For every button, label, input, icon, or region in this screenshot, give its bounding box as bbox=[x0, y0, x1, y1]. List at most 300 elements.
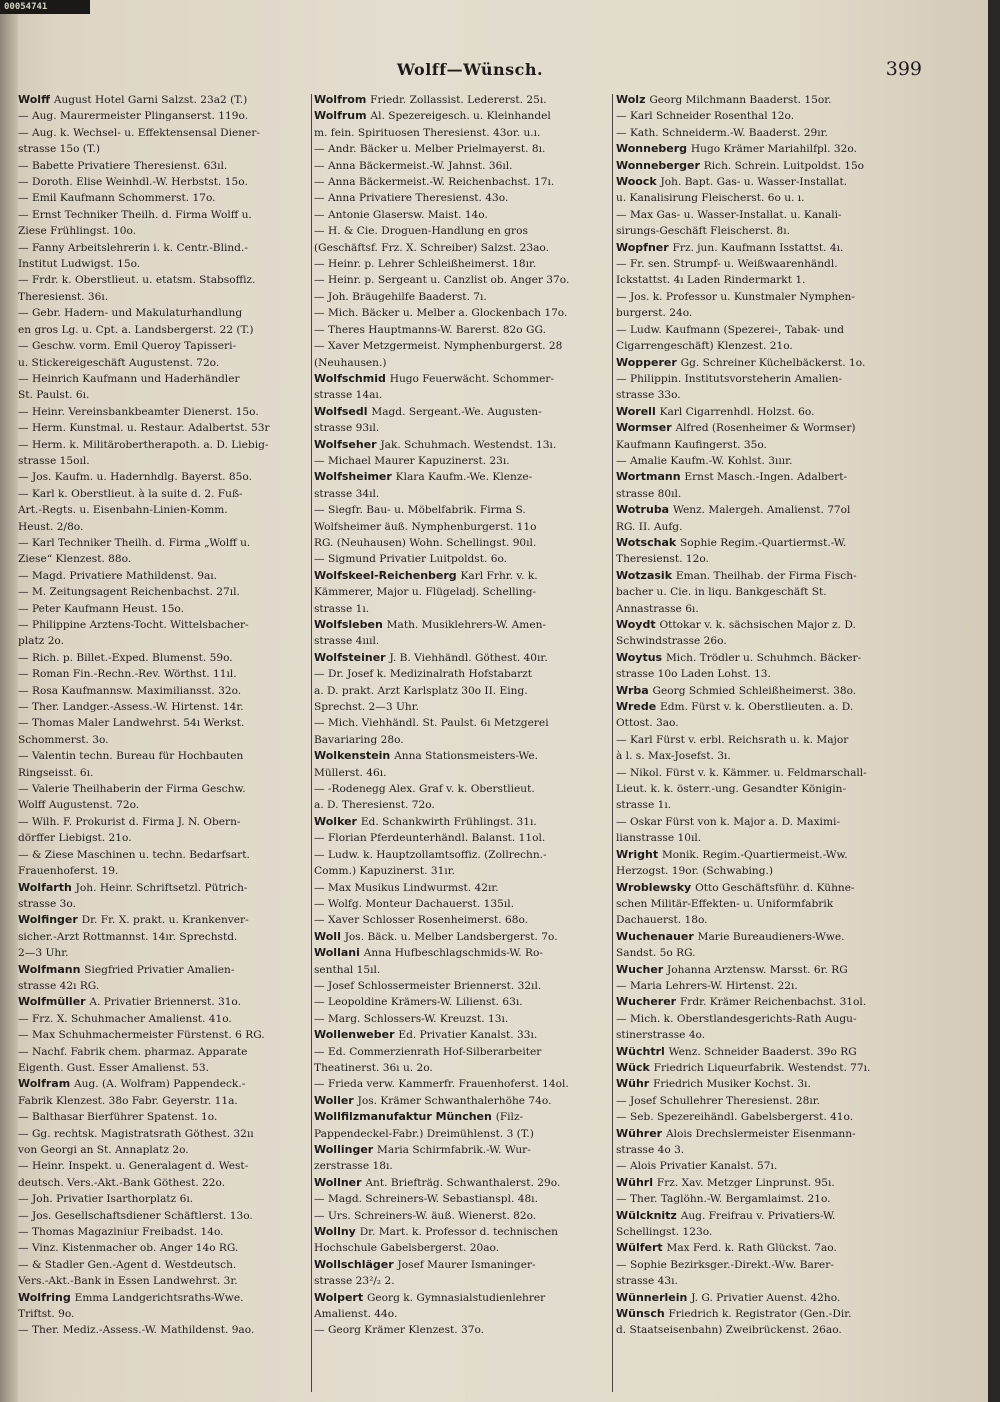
entry-surname: Wülfert bbox=[616, 1241, 663, 1255]
entry-text: — Ernst Techniker Theilh. d. Firma Wolff u. bbox=[18, 208, 252, 221]
entry-surname: Wolff bbox=[18, 93, 50, 106]
entry-text: — Siegfr. Bau- u. Möbelfabrik. Firma S. bbox=[314, 504, 526, 517]
directory-entry bbox=[18, 797, 314, 813]
directory-entry bbox=[314, 289, 610, 305]
directory-entry bbox=[314, 830, 610, 846]
entry-text: Hugo Krämer Mariahilfpl. 32o. bbox=[690, 143, 857, 156]
directory-entry bbox=[314, 1126, 610, 1142]
entry-text: — Ed. Commerzienrath Hof-Silberarbeiter bbox=[314, 1045, 542, 1058]
entry-surname: Wolfmann bbox=[18, 962, 81, 976]
entry-text: — Herm. Kunstmal. u. Restaur. Adalbertst. 53r bbox=[18, 422, 270, 435]
entry-text: — Alois Privatier Kanalst. 57ı. bbox=[616, 1160, 778, 1173]
page-header bbox=[0, 60, 988, 90]
directory-entry bbox=[18, 141, 314, 157]
entry-text: — Mich. k. Oberstlandesgerichts-Rath Augu- bbox=[616, 1012, 857, 1025]
directory-entry bbox=[616, 748, 912, 764]
entry-text: burgerst. 24o. bbox=[616, 307, 693, 320]
entry-surname: Wolfsteiner bbox=[314, 650, 386, 664]
entry-text: — Vinz. Kistenmacher ob. Anger 14o RG. bbox=[18, 1242, 239, 1255]
directory-entry bbox=[314, 1044, 610, 1060]
directory-entry bbox=[616, 781, 912, 797]
entry-text: Wolff Augustenst. 72o. bbox=[18, 799, 140, 812]
entry-surname: Wolker bbox=[314, 814, 357, 828]
directory-entry bbox=[616, 912, 912, 928]
directory-entry bbox=[616, 1060, 912, 1076]
directory-entry bbox=[616, 1240, 912, 1256]
entry-text: strasse 93ıl. bbox=[314, 422, 380, 435]
directory-entry bbox=[616, 338, 912, 354]
entry-text: — Valerie Theilhaberin der Firma Geschw. bbox=[18, 783, 246, 796]
entry-surname: Woll bbox=[314, 929, 341, 943]
directory-entry bbox=[314, 404, 610, 420]
entry-surname: Wülcknitz bbox=[616, 1208, 677, 1222]
directory-entry bbox=[18, 1142, 314, 1158]
directory-entry bbox=[616, 633, 912, 649]
directory-entry bbox=[18, 240, 314, 256]
directory-entry bbox=[18, 305, 314, 321]
entry-text: Ziese Frühlingst. 10o. bbox=[18, 225, 137, 238]
directory-entry bbox=[616, 502, 912, 518]
entry-surname: Wopfner bbox=[616, 240, 669, 254]
directory-entry bbox=[616, 830, 912, 846]
entry-text: strasse 3o. bbox=[18, 897, 76, 910]
directory-entry bbox=[18, 355, 314, 371]
entry-text: — Babette Privatiere Theresienst. 63ıl. bbox=[18, 159, 228, 172]
entry-text: strasse 1ı. bbox=[314, 602, 370, 615]
entry-text: Amalienst. 44o. bbox=[314, 1308, 398, 1321]
entry-text: a. D. prakt. Arzt Karlsplatz 30o II. Eing. bbox=[314, 684, 528, 697]
binding-gutter bbox=[0, 0, 18, 1402]
entry-surname: Wolpert bbox=[314, 1290, 364, 1304]
entry-text: strasse 10o Laden Lohst. 13. bbox=[616, 668, 771, 681]
directory-entry bbox=[314, 994, 610, 1010]
directory-entry bbox=[314, 1158, 610, 1174]
entry-surname: Wolfring bbox=[18, 1290, 71, 1304]
entry-text: Hochschule Gabelsbergerst. 20ao. bbox=[314, 1242, 500, 1255]
directory-entry bbox=[616, 978, 912, 994]
entry-text: — Mich. Viehhändl. St. Paulst. 6ı Metzgerei bbox=[314, 717, 549, 730]
directory-column-2 bbox=[314, 92, 610, 1394]
entry-text: strasse 4ıııl. bbox=[314, 635, 380, 648]
directory-entry bbox=[18, 896, 314, 912]
directory-entry bbox=[18, 551, 314, 567]
directory-entry bbox=[18, 387, 314, 403]
entry-surname: Wück bbox=[616, 1060, 650, 1074]
directory-entry bbox=[616, 1257, 912, 1273]
entry-surname: Woller bbox=[314, 1093, 354, 1107]
directory-entry bbox=[314, 256, 610, 272]
entry-text: — Ther. Mediz.-Assess.-W. Mathildenst. 9ao. bbox=[18, 1324, 255, 1337]
entry-text: Ickstattst. 4ı Laden Rindermarkt 1. bbox=[616, 274, 806, 287]
entry-text: — Karl Schneider Rosenthal 12o. bbox=[616, 110, 795, 123]
entry-text: Comm.) Kapuzinerst. 31ır. bbox=[314, 865, 455, 878]
entry-surname: Wollfilzmanufaktur München bbox=[314, 1110, 492, 1124]
directory-entry bbox=[18, 1060, 314, 1076]
entry-text: Hugo Feuerwächt. Schommer- bbox=[389, 372, 555, 385]
directory-entry bbox=[314, 896, 610, 912]
directory-entry bbox=[18, 1290, 314, 1306]
directory-entry bbox=[314, 1175, 610, 1191]
entry-text: Vers.-Akt.-Bank in Essen Landwehrst. 3r. bbox=[18, 1275, 238, 1288]
entry-text: — Wolfg. Monteur Dachauerst. 135ıl. bbox=[314, 897, 514, 910]
directory-entry bbox=[18, 223, 314, 239]
entry-surname: Wotruba bbox=[616, 503, 670, 517]
directory-entry bbox=[18, 1257, 314, 1273]
directory-entry bbox=[616, 420, 912, 436]
directory-entry bbox=[18, 683, 314, 699]
directory-entry bbox=[18, 1224, 314, 1240]
directory-entry bbox=[616, 1109, 912, 1125]
entry-surname: Wonneberger bbox=[616, 158, 700, 172]
directory-entry bbox=[18, 272, 314, 288]
entry-text: sicher.-Arzt Rottmannst. 14ır. Sprechstd. bbox=[18, 930, 238, 943]
entry-text: (Geschäftsf. Frz. X. Schreiber) Salzst. 23ao. bbox=[314, 241, 549, 254]
entry-surname: Wolfsedl bbox=[314, 404, 368, 418]
directory-entry bbox=[18, 322, 314, 338]
directory-entry bbox=[314, 355, 610, 371]
entry-text: Ed. Privatier Kanalst. 33ı. bbox=[398, 1029, 538, 1042]
entry-surname: Wolfschmid bbox=[314, 371, 386, 385]
entry-text: Klara Kaufm.-We. Klenze- bbox=[395, 471, 533, 484]
entry-text: — Aug. Maurermeister Plinganserst. 119o. bbox=[18, 110, 249, 123]
entry-text: Institut Ludwigst. 15o. bbox=[18, 258, 141, 271]
directory-entry bbox=[314, 1142, 610, 1158]
entry-text: RG. II. Aufg. bbox=[616, 520, 683, 533]
directory-entry bbox=[616, 1273, 912, 1289]
directory-entry bbox=[18, 715, 314, 731]
entry-text: Triftst. 9o. bbox=[18, 1308, 75, 1321]
directory-entry bbox=[18, 912, 314, 928]
entry-text: — Emil Kaufmann Schommerst. 17o. bbox=[18, 192, 216, 205]
entry-surname: Wolkenstein bbox=[314, 749, 391, 763]
directory-entry bbox=[616, 1044, 912, 1060]
entry-text: — & Stadler Gen.-Agent d. Westdeutsch. bbox=[18, 1258, 237, 1271]
directory-entry bbox=[18, 469, 314, 485]
directory-entry bbox=[18, 1093, 314, 1109]
directory-entry bbox=[616, 1322, 912, 1338]
directory-entry bbox=[616, 1142, 912, 1158]
directory-entry bbox=[616, 880, 912, 896]
entry-text: Friedrich Liqueurfabrik. Westendst. 77ı. bbox=[653, 1061, 871, 1074]
directory-entry bbox=[314, 1076, 610, 1092]
directory-entry bbox=[314, 568, 610, 584]
directory-entry bbox=[18, 748, 314, 764]
directory-entry bbox=[616, 683, 912, 699]
directory-entry bbox=[616, 1306, 912, 1322]
entry-text: — H. & Cie. Droguen-Handlung en gros bbox=[314, 225, 528, 238]
entry-text: Gg. Schreiner Küchelbäckerst. 1o. bbox=[680, 356, 866, 369]
entry-text: Jos. Krämer Schwanthalerhöhe 74o. bbox=[357, 1094, 552, 1107]
entry-surname: Wolfsheimer bbox=[314, 470, 392, 484]
directory-entry bbox=[18, 371, 314, 387]
entry-surname: Wuchenauer bbox=[616, 929, 694, 943]
directory-entry bbox=[18, 1322, 314, 1338]
entry-text: d. Staatseisenbahn) Zweibrückenst. 26ao. bbox=[616, 1324, 842, 1337]
entry-text: — Michael Maurer Kapuzinerst. 23ı. bbox=[314, 454, 510, 467]
directory-entry bbox=[18, 765, 314, 781]
entry-text: — Doroth. Elise Weinhdl.-W. Herbstst. 15o. bbox=[18, 176, 248, 189]
entry-surname: Woytus bbox=[616, 650, 663, 664]
entry-text: — Philippin. Institutsvorsteherin Amalien- bbox=[616, 372, 843, 385]
directory-entry bbox=[18, 125, 314, 141]
directory-entry bbox=[616, 453, 912, 469]
directory-entry bbox=[314, 420, 610, 436]
entry-text: Edm. Fürst v. k. Oberstlieuten. a. D. bbox=[660, 701, 854, 714]
entry-surname: Wucherer bbox=[616, 995, 677, 1009]
directory-entry bbox=[18, 1191, 314, 1207]
entry-text: Karl Cigarrenhdl. Holzst. 6o. bbox=[659, 405, 815, 418]
entry-surname: Wolfram bbox=[18, 1077, 71, 1091]
entry-text: Frz. jun. Kaufmann Isstattst. 4ı. bbox=[672, 241, 844, 254]
directory-entry bbox=[18, 486, 314, 502]
directory-entry bbox=[314, 502, 610, 518]
entry-surname: Wolfrom bbox=[314, 93, 367, 106]
directory-entry bbox=[616, 732, 912, 748]
entry-text: Anna Stationsmeisters-We. bbox=[394, 750, 539, 763]
entry-text: — Ther. Landger.-Assess.-W. Hirtenst. 14r. bbox=[18, 701, 244, 714]
directory-entry bbox=[616, 617, 912, 633]
entry-text: Aug. (A. Wolfram) Pappendeck.- bbox=[74, 1078, 246, 1091]
entry-text: — Nachf. Fabrik chem. pharmaz. Apparate bbox=[18, 1045, 248, 1058]
directory-entry bbox=[314, 1109, 610, 1125]
directory-entry bbox=[18, 601, 314, 617]
entry-surname: Wünnerlein bbox=[616, 1290, 688, 1304]
entry-text: — Amalie Kaufm.-W. Kohlst. 3ııır. bbox=[616, 454, 793, 467]
entry-surname: Wollinger bbox=[314, 1143, 374, 1156]
entry-text: Rich. Schrein. Luitpoldst. 15o bbox=[703, 159, 865, 172]
directory-entry bbox=[314, 683, 610, 699]
directory-entry bbox=[314, 617, 610, 633]
entry-text: Schommerst. 3o. bbox=[18, 733, 109, 746]
directory-entry bbox=[314, 863, 610, 879]
directory-entry bbox=[616, 223, 912, 239]
directory-entry bbox=[18, 699, 314, 715]
directory-entry bbox=[18, 256, 314, 272]
entry-text: RG. (Neuhausen) Wohn. Schellingst. 90ıl. bbox=[314, 536, 537, 549]
directory-entry bbox=[314, 272, 610, 288]
entry-text: senthal 15ıl. bbox=[314, 963, 381, 976]
entry-text: Jos. Bäck. u. Melber Landsbergerst. 7o. bbox=[344, 930, 558, 943]
directory-entry bbox=[616, 1191, 912, 1207]
entry-text: — Thomas Maler Landwehrst. 54ı Werkst. bbox=[18, 717, 245, 730]
directory-entry bbox=[616, 584, 912, 600]
entry-surname: Wollschläger bbox=[314, 1257, 394, 1271]
entry-text: — Georg Krämer Klenzest. 37o. bbox=[314, 1324, 485, 1337]
directory-entry bbox=[616, 519, 912, 535]
directory-entry bbox=[616, 190, 912, 206]
entry-text: Math. Musiklehrers-W. Amen- bbox=[386, 619, 547, 631]
entry-text: — Ludw. k. Hauptzollamtsoffiz. (Zollrechn.- bbox=[314, 848, 547, 861]
entry-text: Cigarrengeschäft) Klenzest. 21o. bbox=[616, 340, 793, 353]
entry-text: — Rosa Kaufmannsw. Maximiliansst. 32o. bbox=[18, 684, 242, 697]
entry-text: — Jos. k. Professor u. Kunstmaler Nymphen- bbox=[616, 290, 855, 303]
entry-text: Max Ferd. k. Rath Glückst. 7ao. bbox=[666, 1242, 837, 1255]
directory-entry bbox=[314, 1322, 610, 1338]
entry-text: — Jos. Kaufm. u. Hadernhdlg. Bayerst. 85o. bbox=[18, 471, 252, 484]
directory-entry bbox=[616, 322, 912, 338]
directory-entry bbox=[18, 420, 314, 436]
directory-entry bbox=[314, 912, 610, 928]
directory-entry bbox=[18, 1158, 314, 1174]
entry-text: — Gg. rechtsk. Magistratsrath Göthest. 32ıı bbox=[18, 1127, 254, 1140]
entry-text: — Kath. Schneiderm.-W. Baaderst. 29ır. bbox=[616, 126, 828, 139]
entry-text: — Heinr. p. Sergeant u. Canzlist ob. Anger 37o. bbox=[314, 274, 570, 287]
entry-text: Bavariaring 28o. bbox=[314, 733, 404, 746]
entry-text: strasse 4o 3. bbox=[616, 1144, 685, 1156]
entry-text: Kämmerer, Major u. Flügeladj. Schelling- bbox=[314, 586, 537, 599]
entry-surname: Wright bbox=[616, 847, 659, 861]
entry-text: stinerstrasse 4o. bbox=[616, 1029, 706, 1042]
directory-entry bbox=[18, 1027, 314, 1043]
entry-text: Schwindstrasse 26o. bbox=[616, 635, 727, 648]
entry-text: Georg Schmied Schleißheimerst. 38o. bbox=[652, 684, 857, 697]
entry-text: — Nikol. Fürst v. k. Kämmer. u. Feldmarschall- bbox=[616, 766, 867, 779]
directory-entry bbox=[616, 601, 912, 617]
entry-text: August Hotel Garni Salzst. 23a2 (T.) bbox=[53, 94, 248, 106]
directory-entry bbox=[314, 584, 610, 600]
entry-text: — Jos. Gesellschaftsdiener Schäftlerst. 13o. bbox=[18, 1209, 253, 1222]
entry-surname: Wonneberg bbox=[616, 142, 688, 156]
directory-entry bbox=[616, 650, 912, 666]
entry-text: Heust. 2/8o. bbox=[18, 520, 84, 533]
directory-entry bbox=[18, 338, 314, 354]
entry-text: — Max Schuhmachermeister Fürstenst. 6 RG. bbox=[18, 1029, 265, 1042]
directory-entry bbox=[616, 371, 912, 387]
entry-text: Kaufmann Kaufingerst. 35o. bbox=[616, 438, 767, 451]
directory-entry bbox=[314, 305, 610, 321]
entry-text: Emma Landgerichtsraths-Wwe. bbox=[74, 1291, 244, 1304]
directory-entry bbox=[314, 633, 610, 649]
directory-entry bbox=[616, 666, 912, 682]
entry-text: strasse 33o. bbox=[616, 389, 681, 402]
directory-entry bbox=[18, 847, 314, 863]
entry-text: — Seb. Spezereihändl. Gabelsbergerst. 41o. bbox=[616, 1111, 854, 1124]
directory-entry bbox=[18, 1126, 314, 1142]
entry-text: Dr. Mart. k. Professor d. technischen bbox=[359, 1226, 558, 1239]
directory-entry bbox=[616, 814, 912, 830]
entry-text: — Frz. X. Schuhmacher Amalienst. 41o. bbox=[18, 1012, 232, 1025]
entry-surname: Wolfrum bbox=[314, 109, 367, 123]
entry-text: — Rich. p. Billet.-Exped. Blumenst. 59o. bbox=[18, 651, 233, 664]
entry-text: Georg Milchmann Baaderst. 15or. bbox=[649, 94, 832, 106]
page-number: 399 bbox=[885, 58, 922, 80]
entry-text: Jak. Schuhmach. Westendst. 13ı. bbox=[380, 438, 557, 451]
directory-entry bbox=[18, 781, 314, 797]
entry-text: Frdr. Krämer Reichenbachst. 31ol. bbox=[679, 996, 867, 1009]
directory-entry bbox=[616, 125, 912, 141]
entry-text: Ernst Masch.-Ingen. Adalbert- bbox=[684, 471, 848, 484]
directory-entry bbox=[18, 1076, 314, 1092]
entry-text: Joh. Bapt. Gas- u. Wasser-Installat. bbox=[660, 176, 848, 189]
entry-text: Anna Hufbeschlagschmids-W. Ro- bbox=[363, 947, 543, 960]
entry-text: — Andr. Bäcker u. Melber Prielmayerst. 8ı. bbox=[314, 143, 546, 156]
directory-entry bbox=[616, 404, 912, 420]
entry-surname: Wühr bbox=[616, 1077, 650, 1091]
entry-text: strasse 15o (T.) bbox=[18, 143, 100, 156]
entry-surname: Wührl bbox=[616, 1175, 653, 1189]
entry-text: — Oskar Fürst von k. Major a. D. Maximi- bbox=[616, 815, 840, 828]
directory-entry bbox=[314, 666, 610, 682]
directory-entry bbox=[314, 962, 610, 978]
directory-entry bbox=[18, 1273, 314, 1289]
entry-text: Dachauerst. 18o. bbox=[616, 914, 708, 927]
directory-entry bbox=[616, 305, 912, 321]
directory-entry bbox=[18, 650, 314, 666]
directory-entry bbox=[616, 994, 912, 1010]
entry-text: — Anna Bäckermeist.-W. Reichenbachst. 17ı. bbox=[314, 176, 555, 189]
entry-surname: Wührer bbox=[616, 1126, 663, 1140]
directory-entry bbox=[616, 945, 912, 961]
entry-surname: Wollani bbox=[314, 946, 360, 960]
entry-text: — Aug. k. Wechsel- u. Effektensensal Diener- bbox=[18, 126, 260, 139]
entry-text: — Heinr. p. Lehrer Schleißheimerst. 18ır. bbox=[314, 258, 537, 271]
entry-text: Frz. Xav. Metzger Linprunst. 95ı. bbox=[656, 1176, 835, 1189]
directory-entry bbox=[314, 748, 610, 764]
entry-text: a. D. Theresienst. 72o. bbox=[314, 799, 435, 812]
directory-entry bbox=[18, 666, 314, 682]
entry-text: — Anna Bäckermeist.-W. Jahnst. 36ıl. bbox=[314, 159, 513, 172]
entry-surname: Wortmann bbox=[616, 470, 681, 484]
directory-entry bbox=[18, 108, 314, 124]
entry-text: Alfred (Rosenheimer & Wormser) bbox=[675, 422, 856, 435]
entry-text: — Marg. Schlossers-W. Kreuzst. 13ı. bbox=[314, 1012, 509, 1025]
entry-text: strasse 34ıl. bbox=[314, 487, 380, 500]
directory-entry bbox=[616, 1126, 912, 1142]
entry-text: Sprechst. 2—3 Uhr. bbox=[314, 701, 420, 714]
directory-entry bbox=[616, 355, 912, 371]
entry-surname: Wormser bbox=[616, 421, 672, 435]
directory-entry bbox=[616, 568, 912, 584]
entry-surname: Wolfarth bbox=[18, 880, 72, 894]
entry-text: — Ther. Taglöhn.-W. Bergamlaimst. 21o. bbox=[616, 1193, 831, 1206]
entry-text: Lieut. k. k. österr.-ung. Gesandter Königin- bbox=[616, 783, 847, 796]
directory-entry bbox=[18, 1109, 314, 1125]
entry-surname: Wrede bbox=[616, 700, 657, 714]
directory-entry bbox=[314, 1093, 610, 1109]
directory-entry bbox=[18, 1208, 314, 1224]
directory-entry bbox=[616, 1224, 912, 1240]
entry-text: Mich. Trödler u. Schuhmch. Bäcker- bbox=[665, 651, 862, 664]
entry-text: strasse 1ı. bbox=[616, 799, 672, 812]
entry-text: A. Privatier Briennerst. 31o. bbox=[89, 996, 241, 1009]
directory-entry bbox=[314, 797, 610, 813]
entry-surname: Worell bbox=[616, 404, 656, 418]
entry-text: (Neuhausen.) bbox=[314, 356, 387, 369]
entry-text: — Florian Pferdeunterhändl. Balanst. 11ol. bbox=[314, 832, 546, 845]
directory-entry bbox=[314, 223, 610, 239]
entry-text: Alois Drechslermeister Eisenmann- bbox=[665, 1127, 856, 1140]
directory-entry bbox=[616, 92, 912, 108]
entry-text: Fabrik Klenzest. 38o Fabr. Geyerstr. 11a. bbox=[18, 1094, 238, 1107]
directory-entry bbox=[616, 962, 912, 978]
entry-text: Joh. Heinr. Schriftsetzl. Pütrich- bbox=[75, 881, 248, 894]
entry-text: Otto Geschäftsführ. d. Kühne- bbox=[695, 881, 855, 894]
entry-text: Pappendeckel-Fabr.) Dreimühlenst. 3 (T.) bbox=[314, 1127, 534, 1140]
directory-entry bbox=[616, 1011, 912, 1027]
entry-text: strasse 15oıl. bbox=[18, 454, 90, 467]
entry-text: — Magd. Schreiners-W. Sebastianspl. 48ı. bbox=[314, 1193, 538, 1206]
directory-entry bbox=[18, 830, 314, 846]
entry-text: Maria Schirmfabrik.-W. Wur- bbox=[377, 1144, 531, 1156]
directory-entry bbox=[18, 502, 314, 518]
directory-entry bbox=[616, 469, 912, 485]
directory-entry bbox=[18, 1011, 314, 1027]
entry-text: bacher u. Cie. in liqu. Bankgeschäft St. bbox=[616, 586, 827, 599]
archive-id-label: 00054741 bbox=[0, 0, 90, 14]
directory-entry bbox=[314, 551, 610, 567]
entry-text: Dr. Fr. X. prakt. u. Krankenver- bbox=[81, 914, 249, 927]
directory-entry bbox=[18, 174, 314, 190]
